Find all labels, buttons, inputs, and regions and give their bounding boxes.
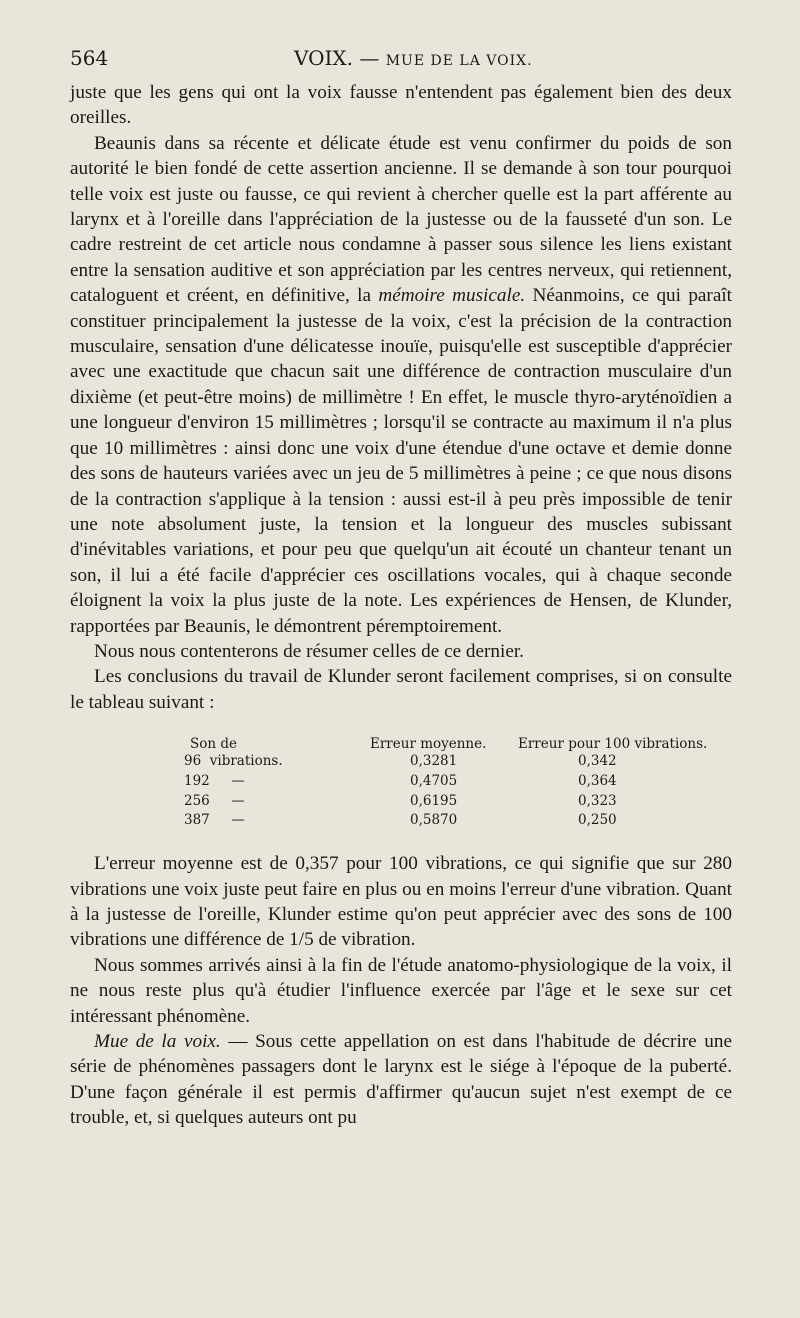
paragraph-6: Nous sommes arrivés ainsi à la fin de l'étude anatomo-physiologique de la voix, il ne nous reste plus qu'à étudier l'influence exercée par l'âge et le sexe sur cet intéressant phénomène. <box>70 954 732 1027</box>
table-cell-moyenne: 0,3281 <box>410 753 458 770</box>
paragraph-2-text-a: Beaunis dans sa récente et délicate étude est venu confirmer du poids de son autorité le bien fondé de cette assertion ancienne. Il se demande à son tour pourquoi telle voix est juste ou fausse, ce qui revient à chercher quelle est la part afférente au larynx et à l'oreille dans l'appréciation de la justesse ou de la fausseté d'un son. Le cadre restreint de cet article nous condamne à passer sous silence les liens existant entre la sensation auditive et son appréciation par les centres nerveux, qui retiennent, cataloguent et créent, en définitive, la <box>70 132 732 307</box>
paragraph-4: Les conclusions du travail de Klunder seront facilement comprises, si on consulte le tableau suivant : <box>70 666 732 713</box>
page-number: 564 <box>70 46 109 70</box>
table-header-pour100: Erreur pour 100 vibrations. <box>518 736 708 753</box>
paragraph-7 <box>70 1029 732 1131</box>
paragraph-5: L'erreur moyenne est de 0,357 pour 100 vibrations, ce qui signifie que sur 280 vibrations une voix juste peut faire en plus ou en moins l'erreur d'une vibration. Quant à la justesse de l'oreille, Klunder estime qu'on peut apprécier avec des sons de 100 vibrations une différence de 1/5 de vibration. <box>70 853 732 951</box>
table-cell-pour100: 0,323 <box>578 793 617 810</box>
table-cell-pour100: 0,342 <box>578 753 617 770</box>
section-title-mue: Mue de la voix. <box>94 1031 221 1052</box>
klunder-table <box>70 735 732 829</box>
header-separator: — <box>359 46 380 70</box>
table-cell-pour100: 0,250 <box>578 812 617 829</box>
paragraph-3: Nous nous contenterons de résumer celles de ce dernier. <box>94 640 524 662</box>
header-subtitle: MUE DE LA VOIX. <box>385 53 533 69</box>
table-cell-pour100: 0,364 <box>578 773 617 790</box>
table-cell-son: 192 — <box>184 773 245 790</box>
table-cell-son: 96 vibrations. <box>184 753 283 770</box>
paragraph-1: juste que les gens qui ont la voix fausse n'entendent pas également bien des deux oreilles. <box>70 82 732 129</box>
paragraph-2-text-b: Néanmoins, ce qui paraît constituer principalement la justesse de la voix, c'est la précision de la contraction musculaire, sensation d'une délicatesse inouïe, puisqu'elle est susceptible d'apprécier avec une exactitude que chacun sait une différence de contraction musculaire d'un dixième (et peut-être moins) de millimètre ! En effet, le muscle thyro-aryténoïdien a une longueur d'environ 15 millimètres ; lorsqu'il se contracte au maximum il n'a plus que 10 millimètres : ainsi donc une voix d'une étendue d'une octave et demie donne des sons de hauteurs variées avec un jeu de 5 millimètres à peine ; ce que nous disons de la contraction s'applique à la tension : aussi est-il à peu près impossible de tenir une note absolument juste, la tension et la longueur des muscles subissant d'inévitables variations, et pour peu que quelqu'un ait écouté un chanteur tenant un son, il lui a été facile d'apprécier ces oscillations vocales, qui à chaque seconde éloignent la voix la plus juste de la note. Les expériences de Hensen, de Klunder, rapportées par Beaunis, le démontrent péremptoirement. <box>70 285 732 637</box>
header-title: VOIX. <box>294 46 353 70</box>
table-cell-moyenne: 0,5870 <box>410 812 458 829</box>
running-header <box>70 46 730 74</box>
paragraph-7-text: — Sous cette appellation on est dans l'habitude de décrire une série de phénomènes passagers dont le larynx est le siége à l'époque de la puberté. D'une façon générale il est permis d'affirmer qu'aucun sujet n'est exempt de ce trouble, et, si quelques auteurs ont pu <box>70 1031 732 1129</box>
memoire-musicale-term: mémoire musicale. <box>378 285 526 307</box>
table-cell-son: 256 — <box>184 793 245 810</box>
body-text <box>70 80 732 1131</box>
table-header-son: Son de <box>190 736 237 753</box>
table-header-moyenne: Erreur moyenne. <box>370 736 487 753</box>
paragraph-2 <box>70 131 732 639</box>
table-cell-moyenne: 0,6195 <box>410 793 458 810</box>
table-cell-moyenne: 0,4705 <box>410 773 458 790</box>
table-cell-son: 387 — <box>184 812 245 829</box>
running-title <box>294 46 533 70</box>
